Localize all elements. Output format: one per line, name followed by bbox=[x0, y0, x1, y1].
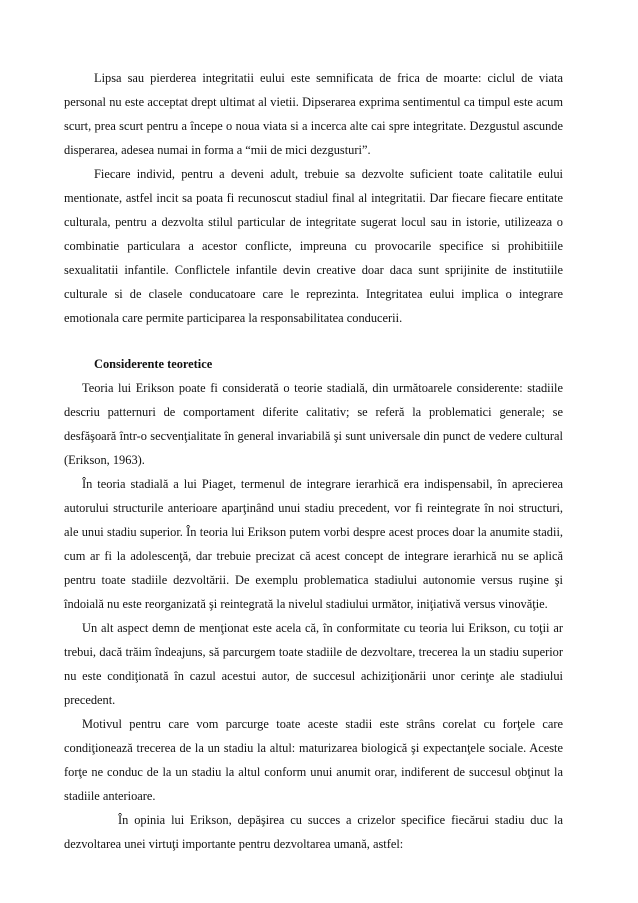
paragraph-virtues: În opinia lui Erikson, depăşirea cu succes a crizelor specifice fiecărui stadiu duc la dezvoltarea unei virtuţi importante pentru dezvoltarea umană, astfel: bbox=[64, 813, 563, 851]
paragraph-fear-of-death: Lipsa sau pierderea integritatii eului este semnificata de frica de moarte: ciclul de viata personal nu este acceptat drept ultimat al vietii. Dipserarea exprima sentimentul ca timpul este acum scurt, prea scurt pentru a începe o noua viata si a incerca alte cai spre integritate. Dezgustul ascunde disperarea, adesea numai in forma a “mii de mici dezgusturi”. bbox=[64, 71, 563, 157]
paragraph-ego-integrity: Fiecare individ, pentru a deveni adult, trebuie sa dezvolte suficient toate calitatile eului mentionate, astfel incit sa poata fi recunoscut stadiul final al integritatii. Dar fiecare fiecare entitate culturala, pentru a dezvolta stilul particular de integritate sugerat locul sau in istorie, utilizeaza o combinatie particulara a acestor conflicte, impreuna cu provocarile specifice si prohibitiile sexualitatii infantile. Conflictele infantile devin creative doar daca sunt sprijinite de institutiile culturale si de clasele conducatoare care le reprezinta. Integritatea eului implica o integrare emotionala care permite participarea la responsabilitatea conducerii. bbox=[64, 167, 563, 325]
section-heading: Considerente teoretice bbox=[94, 357, 213, 371]
paragraph-piaget-integration: În teoria stadială a lui Piaget, termenul de integrare ierarhică era indispensabil, în aprecierea autorului structurile anterioare aparţinând unui stadiu precedent, vor fi reintegrate în noi structuri, ale unui stadiu superior. În teoria lui Erikson putem vorbi despre acest proces doar la anumite stadii, cum ar fi la adolescenţă, dar trebuie precizat că acest concept de integrare ierarhică nu se aplică pentru toate stadiile dezvoltării. De exemplu problematica stadiului autonomie versus ruşine şi îndoială nu este reorganizată şi reintegrată la nivelul stadiului următor, iniţiativă versus vinovăţie. bbox=[64, 477, 563, 611]
section-spacer bbox=[64, 330, 563, 352]
paragraph-stage-theory: Teoria lui Erikson poate fi considerată o teorie stadială, din următoarele considerente: stadiile descriu patternuri de comportament diferite calitativ; se referă la problematici generale; se desfăşoară într-o secvenţialitate în general invariabilă şi sunt universale din punct de vedere cultural (Erikson, 1963). bbox=[64, 381, 563, 467]
paragraph-driving-forces: Motivul pentru care vom parcurge toate aceste stadii este strâns corelat cu forţele care condiţionează trecerea de la un stadiu la altul: maturizarea biologică şi expectanţele sociale. Aceste forţe ne conduc de la un stadiu la altul conform unui anumit orar, indiferent de succesul obţinut la stadiile anterioare. bbox=[64, 717, 563, 803]
paragraph-all-stages: Un alt aspect demn de menţionat este acela că, în conformitate cu teoria lui Erikson, cu toţii ar trebui, dacă trăim îndeajuns, să parcurgem toate stadiile de dezvoltare, trecerea la un stadiu superior nu este condiţionată în cazul acestui autor, de succesul achiziţionării unor cerinţe ale stadiului precedent. bbox=[64, 621, 563, 707]
document-page bbox=[64, 66, 563, 856]
